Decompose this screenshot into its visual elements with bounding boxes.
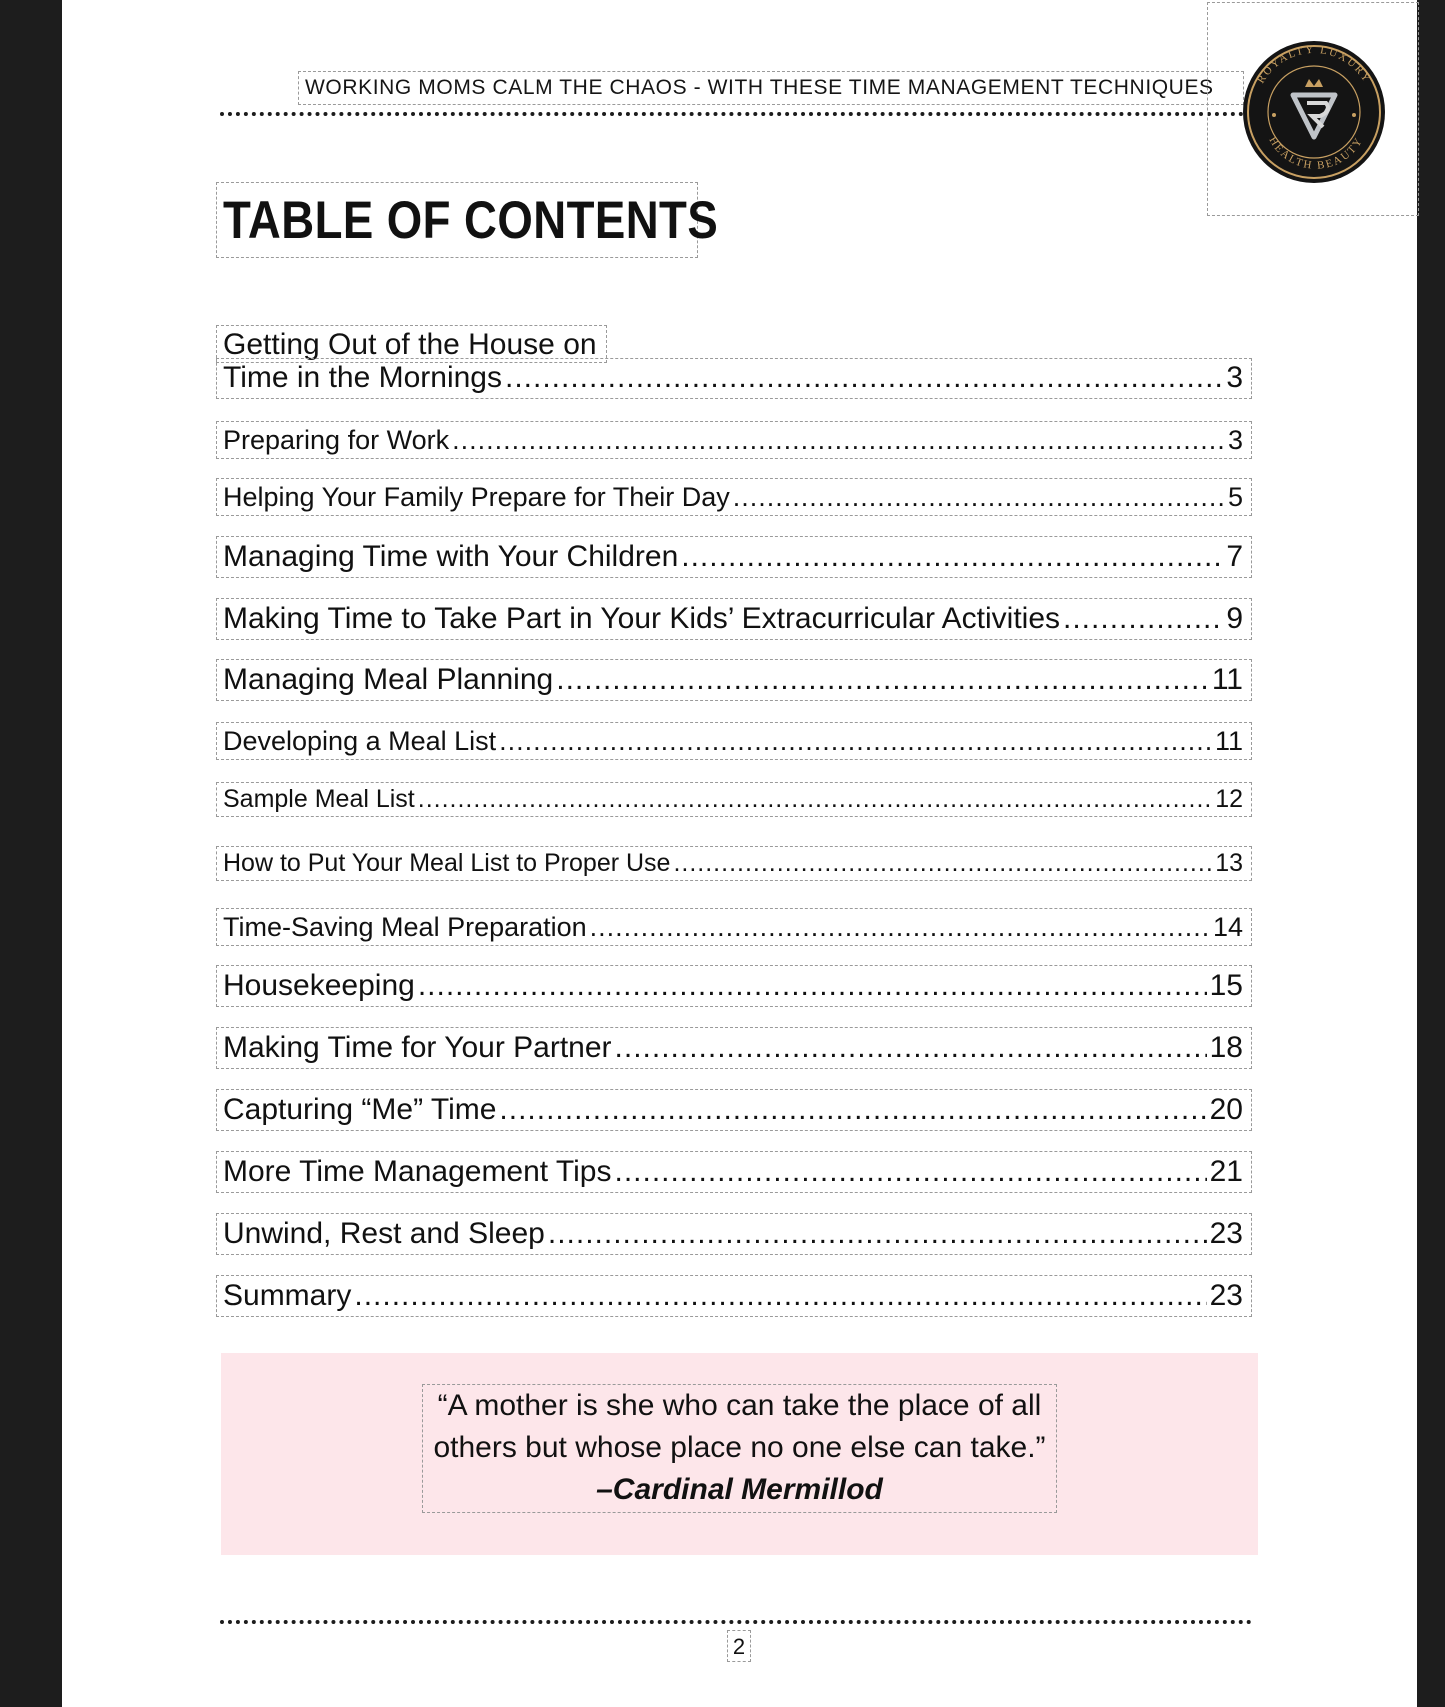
toc-entry-title: Managing Time with Your Children bbox=[223, 540, 679, 573]
toc-entry-page: 13 bbox=[1215, 849, 1243, 877]
dot-leader bbox=[556, 660, 1209, 700]
toc-entry[interactable] bbox=[216, 536, 1252, 578]
dot-leader bbox=[499, 1090, 1206, 1130]
header-rule bbox=[220, 112, 1268, 116]
dot-leader bbox=[452, 422, 1225, 458]
toc-entry[interactable] bbox=[216, 598, 1252, 640]
document-page bbox=[62, 0, 1417, 1707]
toc-entry-page: 23 bbox=[1209, 1279, 1243, 1312]
toc-entry[interactable] bbox=[216, 1089, 1252, 1131]
toc-entry-page: 12 bbox=[1215, 785, 1243, 813]
toc-entry-title: More Time Management Tips bbox=[223, 1155, 612, 1188]
toc-entry-page: 5 bbox=[1227, 482, 1243, 512]
dot-leader bbox=[673, 847, 1212, 880]
toc-entry-page: 15 bbox=[1209, 969, 1243, 1002]
page-title: TABLE OF CONTENTS bbox=[216, 182, 698, 258]
toc-entry-page: 18 bbox=[1209, 1031, 1243, 1064]
toc-entry-title: Helping Your Family Prepare for Their Day bbox=[223, 482, 730, 512]
page-number: 2 bbox=[727, 1630, 751, 1662]
toc-entry[interactable] bbox=[216, 722, 1252, 760]
dot-leader bbox=[418, 783, 1212, 816]
dot-leader bbox=[615, 1152, 1207, 1192]
dot-leader bbox=[499, 723, 1212, 759]
dot-leader bbox=[590, 909, 1210, 945]
quote-author: –Cardinal Mermillod bbox=[596, 1473, 883, 1506]
toc-entry-page: 11 bbox=[1211, 663, 1243, 696]
toc-entry-page: 21 bbox=[1209, 1155, 1243, 1188]
toc-entry[interactable] bbox=[216, 1151, 1252, 1193]
toc-entry-page: 23 bbox=[1209, 1217, 1243, 1250]
toc-entry[interactable] bbox=[216, 421, 1252, 459]
toc-entry-title: Unwind, Rest and Sleep bbox=[223, 1217, 545, 1250]
dot-leader bbox=[733, 479, 1225, 515]
toc-entry-title: Making Time for Your Partner bbox=[223, 1031, 612, 1064]
dot-leader bbox=[505, 359, 1223, 397]
toc-entry[interactable] bbox=[216, 1213, 1252, 1255]
quote-panel bbox=[221, 1353, 1258, 1555]
dot-leader bbox=[1063, 599, 1223, 639]
running-header: WORKING MOMS CALM THE CHAOS - WITH THESE TIME MANAGEMENT TECHNIQUES bbox=[298, 71, 1244, 105]
dot-leader bbox=[615, 1028, 1207, 1068]
toc-entry-title: Developing a Meal List bbox=[223, 726, 497, 756]
toc-entry-page: 9 bbox=[1226, 602, 1243, 635]
toc-entry-page: 3 bbox=[1227, 425, 1243, 455]
toc-entry-title: Summary bbox=[223, 1279, 352, 1312]
toc-entry-title: Time in the Mornings bbox=[223, 361, 502, 394]
dot-leader bbox=[418, 966, 1207, 1006]
toc-entry[interactable] bbox=[216, 1027, 1252, 1069]
toc-entry-page: 11 bbox=[1214, 726, 1243, 756]
toc-entry-page: 20 bbox=[1209, 1093, 1243, 1126]
toc-entry-page: 14 bbox=[1212, 912, 1243, 942]
crown-logo-icon bbox=[1208, 3, 1420, 217]
toc-entry[interactable] bbox=[216, 908, 1252, 946]
brand-logo bbox=[1207, 2, 1419, 216]
toc-entry-title: Time-Saving Meal Preparation bbox=[223, 912, 587, 942]
toc-entry-title: Housekeeping bbox=[223, 969, 415, 1002]
toc-entry-title: Preparing for Work bbox=[223, 425, 450, 455]
toc-entry-title: Making Time to Take Part in Your Kids’ Extracurricular Activities bbox=[223, 602, 1061, 635]
toc-entry[interactable] bbox=[216, 358, 1252, 399]
toc-entry-page: 7 bbox=[1226, 540, 1243, 573]
toc-entry-title: Capturing “Me” Time bbox=[223, 1093, 497, 1126]
toc-entry[interactable] bbox=[216, 846, 1252, 881]
toc-entry[interactable] bbox=[216, 478, 1252, 516]
logo-bottom-text: HEALTH BEAUTY bbox=[1266, 134, 1366, 172]
toc-entry-line1[interactable]: Getting Out of the House on bbox=[216, 325, 607, 363]
toc-entry[interactable] bbox=[216, 659, 1252, 701]
toc-entry-title: Sample Meal List bbox=[223, 785, 415, 813]
quote-text bbox=[422, 1384, 1057, 1513]
dot-leader bbox=[548, 1214, 1207, 1254]
quote-line: others but whose place no one else can take.” bbox=[433, 1431, 1046, 1464]
quote-line: “A mother is she who can take the place of all bbox=[437, 1389, 1042, 1422]
logo-top-text: ROYALTY LUXURY bbox=[1254, 43, 1374, 86]
toc-entry-title: How to Put Your Meal List to Proper Use bbox=[223, 849, 671, 877]
toc-entry[interactable] bbox=[216, 782, 1252, 817]
toc-entry[interactable] bbox=[216, 965, 1252, 1007]
toc-entry-title: Managing Meal Planning bbox=[223, 663, 554, 696]
toc-entry-page: 3 bbox=[1226, 361, 1243, 394]
footer-rule bbox=[220, 1620, 1252, 1624]
dot-leader bbox=[681, 537, 1223, 577]
toc-entry[interactable] bbox=[216, 1275, 1252, 1317]
dot-leader bbox=[354, 1276, 1206, 1316]
